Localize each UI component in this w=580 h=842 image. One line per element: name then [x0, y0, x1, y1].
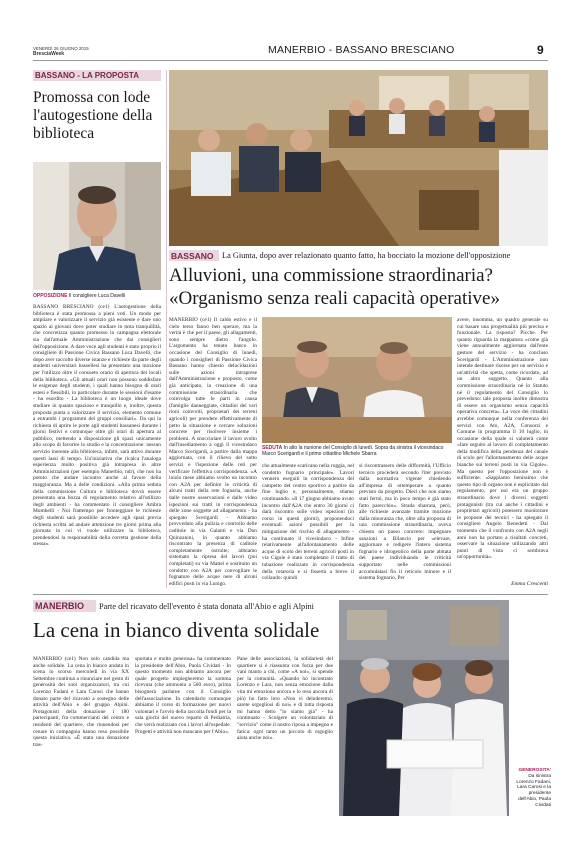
- body-cena-col1: MANERBIO (ce1) Non solo candida ma anche solidale. La cena in bianco andata in scena lo scorso mercoledì in via XX Settembre continua a rinunciare nel gesto di generosità dei suoi organizzatori, tra cui Lorenzo Fadani e Lara Carosi che hanno donato parte del ricavato a sostegno delle attività dell'Abio e del gruppo Alpini. Protagonisti della donazione i 180 partecipanti, fra commercianti del centro e residenti del quartiere, che riunendosi per cenare in compagnia hanno reso possibile questa iniziativa. «È stata una donazione tras-: [33, 656, 129, 748]
- body-commissione-col3: si riscontrassero delle difformità, l'Ufficio tecnico procederà secondo l'iter previsto dalla normativa vigente chiedendo all'impresa di ottemperare a quanto previsto da progetto. Dieci che non siamo stati fermi, ma in poco tempo è già stato fatto parecchio». Strada sbarrata, però, alle richieste avanzate tramite mozione dalla minoranza che, oltre alla proposta di una commissione straordinaria, aveva chiesto un passo concreto: impegnare sanzioni a Bilancio per «elevare, aggiornare e redigere l'intero sistema fognario e idrogeolico della parte abitata del paese individuando le criticità supportato nelle commissioni accumulatasi fin il reticolo minore e il sistema fognario. Per: [359, 463, 451, 582]
- caption-tag-seduta: SEDUTA: [262, 445, 283, 451]
- subhead-commissione: La Giunta, dopo aver relazionato quanto fatto, ha bocciato la mozione dell'opposizione: [222, 251, 511, 260]
- photo-cena-donazione: [339, 600, 509, 816]
- headline-cena: La cena in bianco diventa solidale: [33, 618, 320, 642]
- donation-group-illustration: [339, 600, 509, 816]
- body-commissione-col2: che attualmente scaricano nella roggia, nel condotto fognario principale». Lavori vennero eseguiti in corrispondenza del campetto del centro sportivo a partire da fine luglio e, personalmente, stiamo continuando. «Il 17 giugno abbiamo avuto incontro dall'A2A che entro 30 giorni ci darà riscontro sulle video ispezioni (in corso in questi giorni), proponendoci eventuali azioni possibili per la mitigazione del rischio di allagamento - ha continuato il vicesindaco - Infine relativamente all'allontanamento delle acque di scolo dei terreni agricoli posti in via Cigole è stato completato il tratto di tubazione realizzato in corrispondenza della rotatoria e si fissertà a breve il collaudo: quindi: [262, 463, 354, 582]
- body-biblioteca: BASSANO BRESCIANO (ce1) L'autogestione della biblioteca è stata promossa a pieni voti. Un modo per ampliare e valorizzare il servizio già esistente e dare uno spazio ai giovani dove poter studiare in tutta tranquillità, che concretizza quanto promesso in campagna elettorale sia dall'attuale Amministrazione che dai consiglieri dell'opposizione. A dare voce agli studenti è stato proprio il consigliere di Passione Civica Bassano Luca Davelli, che dopo aver raccolto diverse istanze e richieste da parte degli studenti universitari bassellesi ha presentato una mozione per l'utilizzo oltre il consueto orario di apertura dei locali della biblioteca. «Gli attuali orari non possono soddisfare le esigenze degli studenti, i quali hanno bisogno di orari estesi e flessibili, in particolare durante le sessioni d'esame - ha esordito - La biblioteca è un luogo ideale dove studiare in quanto spazioso e tranquillo e, inoltre, questa proposta punta a valorizzare il servizio, elemento comune a entrambi i programmi dei gruppi consiliari». Da qui la richiesta di aprire le porte agli studenti bassanesi durante i giorni festivi e comunque oltre gli orari di apertura al pubblico, mettendo a disposizione gli spazi unicamente allo scopo di favorire lo studio e la concentrazione: nessun servizio inerente alla biblioteca, infatti, sarà attivo durante questi lassi di tempo. Un'iniziativa che ricalca l'analoga esperienza molto positiva già intrapresa in altre Amministrazioni (per esempio Manerbio, ndr), che non ha potuto che andare incontro anche al favore della maggioranza. Ma a delle condizioni. «Alla prima seduta della commissione Cultura e biblioteca dovrà essere presentata una bozza di regolamento relativo all'utilizzo degli ambienti - ha commentato il consigliere Ambra Mombelli - Noi frattempo per fronteggiare le richieste degli studenti sarà possibile accedere agli spazi previa richiesta scritta ad andare attenzione tre giorni prima alla giornata in cui vi vuole utilizzare la biblioteca, prendendosi la responsabilità della corretta gestione della stessa».: [33, 304, 161, 548]
- caption-text-davelli: Il consigliere Luca Davelli: [68, 293, 126, 299]
- subhead-cena: Parte del ricavato dell'evento è stata donata all'Abio e agli Alpini: [99, 602, 314, 611]
- body-commissione-col4: avere, insomma, un quadro generale su cui basare una progettualità più precisa e funzionale. La risposta? Picche. Per quanto riguarda la mappatura «come già viene annualmente aggiornata dall'ente gestore del servizio - ha concluso Scerigardi - L'Amministrazione non intende destinare risorse per un servizio e un'attività che spetta, come ricordato, ad un altro soggetto. Quanto alla commissione straordinaria né lo Statuto né il regolamento del Consiglio lo prevedono: tale proposta inoltre dimostra di essere un organismo senza capacità operativa concreta». La voce dei cittadini avrebbe comunque nella conferenza dei servizi con Ato, A2A, Consorzi e Comune in programma il 10 luglio, in occasione della quale si valuterà come «fare seguito al lavoro di completamento della modifica della pendenza del canale di scolo per l'allontanamento delle acque bianche sui terreni posti in via Cigole». Ma questo per l'opposizione non è sufficiente. «Sappiamo benissimo che questo tipo di organo non è esplicitato dal regolamento, per noi era un gruppo straordinario dove i diversi soggetti protagonisti (tra cui anche i cittadini e proprietari agricoli) potessero monitorare le proposte dei tecnici - ha spiegato il consigliere Angelo Benedetti - Dal momento che il confronto con A2A negli anni non ha portato a risultati concreti, osservare la situazione utilizzando altri punti di vista ci sembrava un'opportunità».: [457, 317, 548, 561]
- caption-davelli: [33, 293, 163, 299]
- headline-biblioteca: Promossa con lode l'autogestione della biblioteca: [33, 89, 153, 142]
- masthead-date: VENERDÌ 26 GIUGNO 2015: [33, 46, 89, 51]
- kicker-cena: MANERBIO: [35, 601, 84, 611]
- caption-generosita: [511, 768, 551, 809]
- masthead-publication: BresciaWeek: [33, 51, 65, 57]
- section-rule-cena: [33, 594, 548, 595]
- body-commissione-col1: MANERBIO (ce1) Il caldo estivo e il cielo terso fanno ben sperare, ma la verità è che per il paese, gli allagamenti, sono sempre dietro l'angolo. L'argomento ha tenuto banco in occasione del Consiglio di lunedì, quando i consiglieri di Passione Civica Bassano hanno chiesto delucidazioni sulle azioni intraprese dall'Amministrazione e proposto, come già anticipato, la creazione di una commissione straordinaria che coinvolga tutte le parti in causa (famiglie danneggiate, cittadini dei vari rioni coinvolti, proprietari dei terreni agricoli) per prendere effettivamente di petto la situazione e cercare soluzioni concrete per risolvere insieme i problemi. A snocciolare il lavoro svolto dall'insediamento a oggi il vicesindaco Marco Scerigardi, a partire dalla mappa aggiornata, con il rilievo del sotto servizi e l'ispezione delle reti per verificare l'effettiva corrispondenza. «A inizio mese abbiamo svolto un incontro con A2A per definire le criticità di alcuni tratti della rete fognaria, anche dalle nostre osservazioni e dalle video ispezioni sui tratti in corrispondenza delle zone soggette ad allagamento - ha spiegato Scerigardi - Abbiamo provveduto alla pulizia e controllo delle caditoie in via Galanti e via Don Quinzanini, in quanto abbiamo riscontrato la presenza di caditoie completamente ostruite; abbiamo sistemato la ripresa del lavori (poi completati) su via Mattei e sostituito un condotto con A2A per convogliare le fognature delle acque nere di alcuni edifici posti in via Lunigo.: [169, 317, 257, 587]
- photo-davelli: [33, 162, 161, 290]
- caption-seduta: [262, 445, 452, 457]
- two-men-portrait-illustration: [262, 317, 452, 443]
- kicker-biblioteca: BASSANO - LA PROPOSTA: [35, 71, 140, 80]
- caption-text-generosita: Da sinistra Lorenzo Fadani, Lara Carosi e la presidente dell'Abio, Paola Cividati: [516, 773, 551, 808]
- caption-text-seduta: In alto la riunione del Consiglio di lunedì. Sopra da sinistra il vicesindaco Marco Scerigardi e il primo cittadino Michele Sbarra: [262, 445, 444, 457]
- column-divider: [166, 70, 167, 588]
- caption-tag-generosita: GENEROSITA': [518, 768, 551, 773]
- headline-commissione-1: Alluvioni, una commissione straordinaria?: [169, 265, 493, 286]
- headline-commissione-2: «Organismo senza reali capacità operative»: [169, 288, 500, 309]
- body-cena-col3: Pane delle associazioni, la solidarietà del quartiere si è riassunta con forza per due vani manto a chi, come «A noi», si spende per la comunità. «Quando ho incontrato Lorenzo e Lara, non senza emozione dalla vita mi emoziono ancora e lo reso ancora di più) ho fatto loro «Non vi deluderemo, sarete orgogliosi di noi» e di tutta risposta mi hanno detto "lo siamo già" - ha continuato - Scolgere un volontariato di "servizio" come il nostro riposa a impegno e fatica: ogni tanto un piccolo di orgoglio aiuta anche noi».: [237, 656, 333, 742]
- photo-scerigardi-sbarra: [262, 317, 452, 443]
- photo-consiglio-meeting: [169, 70, 548, 246]
- council-meeting-illustration: [169, 70, 548, 246]
- byline-commissione: Emma Crescenti: [511, 581, 548, 587]
- masthead-rule: [33, 60, 548, 61]
- caption-tag-opposizione: OPPOSIZIONE: [33, 293, 68, 299]
- person-portrait-illustration: [33, 162, 161, 290]
- body-cena-col2: sportata e molto generosa» ha commentato la presidente dell'Abio, Paola Cividati - In questo momento non abbiamo ancora per quale progetto impiegheremo la somma ricevuta (che ammonta a 500 euro), prima bisognerà parlarne con il Consiglio dell'associazione. In calendario comunque abbiamo il corso di formazione per nuovi volontari e l'avvio della raccolta fondi per la sala giochi del nuovo reparto di Pediatria, che verrà realizzato con i lavori all'ospedale. Progetti e attività non mancano per l'Abio».: [135, 656, 231, 735]
- page-number: 9: [537, 43, 544, 57]
- kicker-commissione: BASSANO: [171, 251, 214, 261]
- masthead-section: MANERBIO - BASSANO BRESCIANO: [268, 44, 455, 56]
